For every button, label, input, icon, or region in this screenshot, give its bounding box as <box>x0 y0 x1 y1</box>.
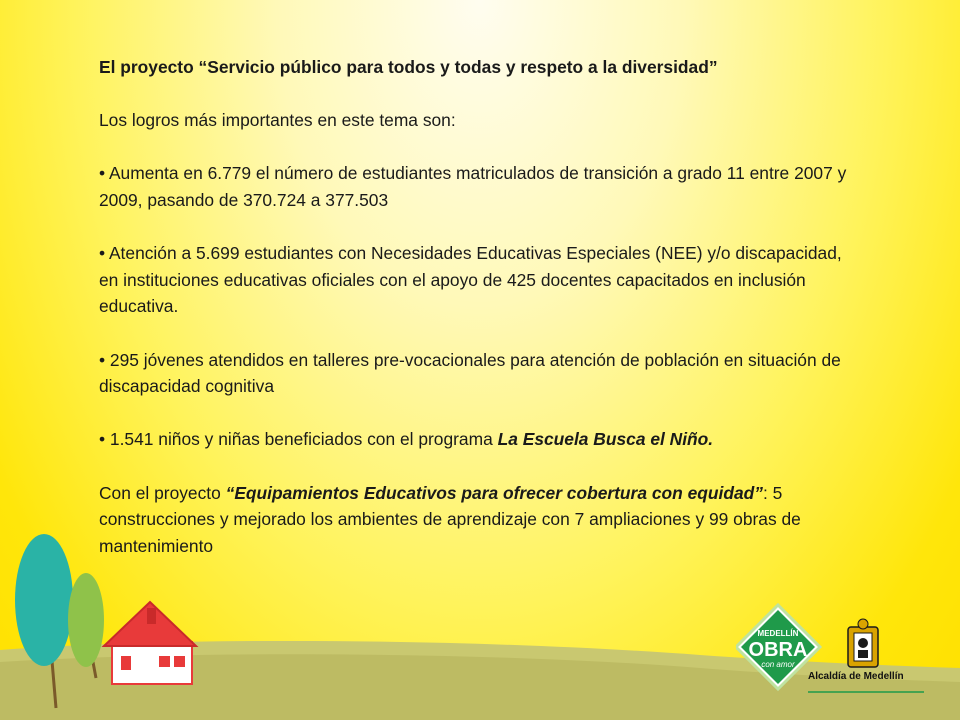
bullet-enrollment: • Aumenta en 6.779 el número de estudiantes matriculados de transición a grado 11 entre 2007 y 2009, pasando de 370.724 a 377.503 <box>99 163 847 210</box>
closing-prefix: Con el proyecto <box>99 482 226 503</box>
bullet-program <box>99 426 859 453</box>
bullet-prevocational: • 295 jóvenes atendidos en talleres pre-vocacionales para atención de población en situación de discapacidad cognitiva <box>99 349 841 397</box>
alcaldia-label: Alcaldía de Medellín <box>808 671 904 682</box>
logo-line2: OBRA <box>748 639 808 661</box>
logo-line3: con amor <box>761 660 795 669</box>
bullet-special-needs: • Atención a 5.699 estudiantes con Necesidades Educativas Especiales (NEE) y/o discapacidad, en instituciones educativas oficiales con el apoyo de 425 docentes capacitados en inclusión educativa. <box>99 243 842 317</box>
tree-green <box>68 573 104 667</box>
bullet-program-text: • 1.541 niños y niñas beneficiados con el programa <box>99 429 498 450</box>
tree-teal <box>15 534 73 666</box>
medellin-obra-logo <box>736 603 936 703</box>
closing-paragraph <box>99 480 859 560</box>
slide-title: El proyecto “Servicio público para todos y todas y respeto a la diversidad” <box>99 57 718 77</box>
intro-text: Los logros más importantes en este tema son: <box>99 110 456 131</box>
house-icon <box>104 602 196 684</box>
project-name: “Equipamientos Educativos para ofrecer cobertura con equidad” <box>225 482 763 503</box>
logo-line1: MEDELLÍN <box>757 629 799 638</box>
closing-suffix: : 5 construcciones y mejorado los ambientes de aprendizaje con 7 ampliaciones y 99 obras de mantenimiento <box>99 482 801 556</box>
logo-area <box>736 603 936 703</box>
program-name: La Escuela Busca el Niño. <box>497 429 714 450</box>
coat-of-arms-icon <box>848 619 878 667</box>
slide-content <box>99 54 859 586</box>
